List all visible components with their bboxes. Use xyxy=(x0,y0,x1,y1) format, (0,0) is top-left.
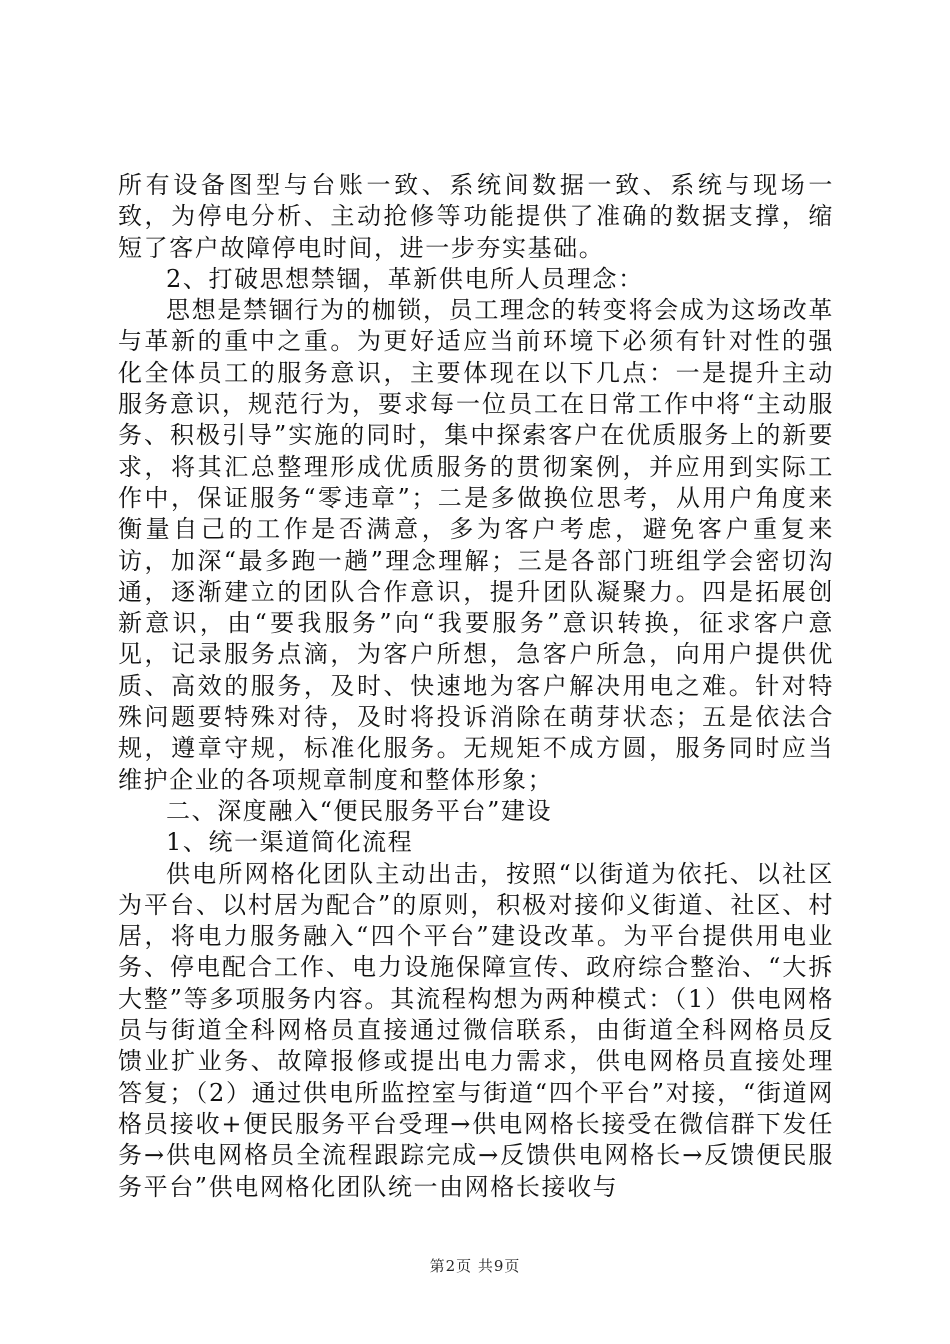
paragraph-grid-team: 供电所网格化团队主动出击，按照“以街道为依托、以社区为平台、以村居为配合”的原则，积极对接仰义街道、社区、村居，将电力服务融入“四个平台”建设改革。为平台提供用电业务、停电配合工作、电力设施保障宣传、政府综合整治、“大拆大整”等多项服务内容。其流程构想为两种模式：（1）供电网格员与街道全科网格员直接通过微信联系，由街道全科网格员反馈业扩业务、故障报修或提出电力需求，供电网格员直接处理答复；（2）通过供电所监控室与街道“四个平台”对接，“街道网格员接收+便民服务平台受理→供电网格长接受在微信群下发任务→供电网格员全流程跟踪完成→反馈供电网格长→反馈便民服务平台”供电网格化团队统一由网格长接收与 xyxy=(118,859,834,1201)
subsection-heading-1: 1、统一渠道简化流程 xyxy=(166,828,414,857)
document-body xyxy=(118,170,834,1203)
paragraph-continuation: 所有设备图型与台账一致、系统间数据一致、系统与现场一致，为停电分析、主动抢修等功能提供了准确的数据支撑，缩短了客户故障停电时间，进一步夯实基础。 xyxy=(118,171,834,262)
section-heading-2: 2、打破思想禁锢，革新供电所人员理念： xyxy=(166,264,644,293)
paragraph-staff-concept: 思想是禁锢行为的枷锁，员工理念的转变将会成为这场改革与革新的重中之重。为更好适应当前环境下必须有针对性的强化全体员工的服务意识，主要体现在以下几点：一是提升主动服务意识，规范行为，要求每一位员工在日常工作中将“主动服务、积极引导”实施的同时，集中探索客户在优质服务上的新要求，将其汇总整理形成优质服务的贯彻案例，并应用到实际工作中，保证服务“零违章”；二是多做换位思考，从用户角度来衡量自己的工作是否满意，多为客户考虑，避免客户重复来访，加深“最多跑一趟”理念理解；三是各部门班组学会密切沟通，逐渐建立的团队合作意识，提升团队凝聚力。四是拓展创新意识，由“要我服务”向“我要服务”意识转换，征求客户意见，记录服务点滴，为客户所想，急客户所急，向用户提供优质、高效的服务，及时、快速地为客户解决用电之难。针对特殊问题要特殊对待，及时将投诉消除在萌芽状态；五是依法合规，遵章守规，标准化服务。无规矩不成方圆，服务同时应当维护企业的各项规章制度和整体形象； xyxy=(118,296,834,794)
page-number-footer: 第2页 共9页 xyxy=(429,1257,521,1275)
section-heading-service-platform: 二、深度融入“便民服务平台”建设 xyxy=(166,796,553,825)
